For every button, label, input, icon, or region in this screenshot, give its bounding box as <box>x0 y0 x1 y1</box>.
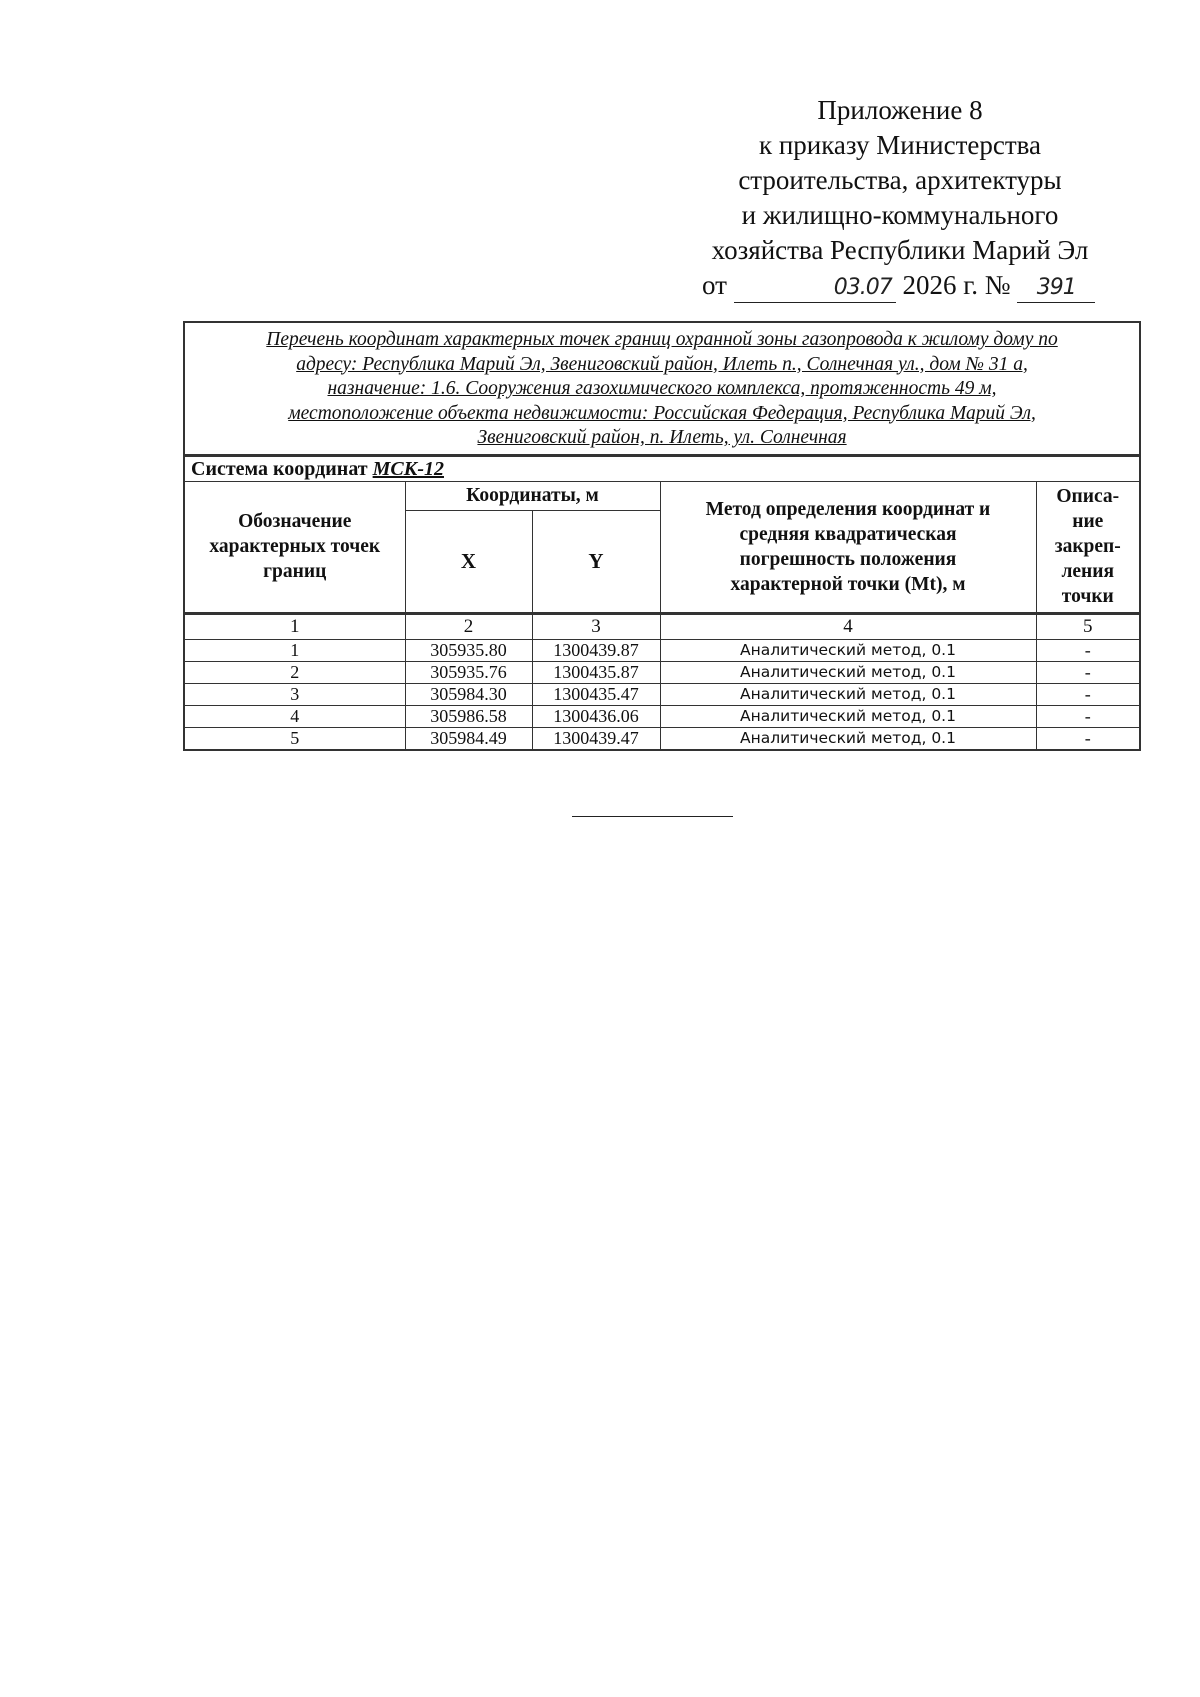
appendix-line: и жилищно-коммунального <box>741 200 1059 230</box>
appendix-header <box>690 93 1110 303</box>
coordinate-system-row <box>184 455 1140 481</box>
cell-point: 2 <box>184 661 405 683</box>
header-text: характерных точек <box>209 536 381 557</box>
order-date-handwritten: 03.07 <box>734 274 896 303</box>
header-text: точки <box>1061 586 1114 607</box>
cell-point: 5 <box>184 727 405 750</box>
caption-line: Перечень координат характерных точек границ охранной зоны газопровода к жилому дому по <box>266 329 1058 350</box>
coordinate-system <box>184 455 1140 481</box>
order-year-text: 2026 г. № <box>902 270 1011 300</box>
caption-line: местоположение объекта недвижимости: Российская Федерация, Республика Марий Эл, <box>288 402 1036 424</box>
column-number: 1 <box>184 613 405 639</box>
cell-method: Аналитический метод, 0.1 <box>660 727 1036 750</box>
cell-method: Аналитический метод, 0.1 <box>660 705 1036 727</box>
header-method <box>660 481 1036 613</box>
column-number: 2 <box>405 613 532 639</box>
header-point-description <box>1036 481 1140 613</box>
header-text: средняя квадратическая <box>739 523 957 545</box>
cell-point: 4 <box>184 705 405 727</box>
cell-description: - <box>1036 705 1140 727</box>
header-text: ние <box>1072 511 1104 532</box>
column-number-row <box>184 613 1140 639</box>
caption-line: адресу: Республика Марий Эл, Звениговский район, Илеть п., Солнечная ул., дом № 31 а, <box>296 353 1028 375</box>
caption-line: Звениговский район, п. Илеть, ул. Солнечная <box>477 427 847 448</box>
table-caption-row <box>184 322 1140 455</box>
header-coordinates: Координаты, м <box>405 481 660 510</box>
cell-y: 1300439.87 <box>532 639 660 661</box>
table-row <box>184 661 1140 683</box>
cell-y: 1300439.47 <box>532 727 660 750</box>
order-date-line <box>690 268 1110 303</box>
cell-x: 305984.30 <box>405 683 532 705</box>
cell-point: 1 <box>184 639 405 661</box>
header-text: погрешность положения <box>739 548 957 570</box>
header-text: Описа- <box>1056 486 1120 507</box>
header-text: ления <box>1061 561 1115 582</box>
cell-description: - <box>1036 639 1140 661</box>
header-text: Метод определения координат и <box>705 498 991 520</box>
cell-method: Аналитический метод, 0.1 <box>660 683 1036 705</box>
header-y: Y <box>532 510 660 613</box>
header-text: характерной точки (Mt), м <box>730 573 966 595</box>
coordinate-system-value: МСК-12 <box>372 457 444 480</box>
cell-description: - <box>1036 683 1140 705</box>
appendix-line: к приказу Министерства <box>758 130 1042 160</box>
cell-x: 305935.80 <box>405 639 532 661</box>
caption-line: назначение: 1.6. Сооружения газохимического комплекса, протяженность 49 м, <box>327 378 997 399</box>
end-divider <box>572 816 733 817</box>
from-label: от <box>702 270 727 300</box>
table-row <box>184 705 1140 727</box>
cell-description: - <box>1036 661 1140 683</box>
cell-x: 305984.49 <box>405 727 532 750</box>
table-row <box>184 727 1140 750</box>
column-number: 3 <box>532 613 660 639</box>
header-text: границ <box>263 561 327 582</box>
coordinate-system-label: Система координат <box>191 457 368 480</box>
header-text: Обозначение <box>238 511 352 532</box>
cell-y: 1300435.47 <box>532 683 660 705</box>
appendix-line: Приложение 8 <box>817 95 983 125</box>
cell-y: 1300436.06 <box>532 705 660 727</box>
cell-y: 1300435.87 <box>532 661 660 683</box>
table-row <box>184 639 1140 661</box>
cell-description: - <box>1036 727 1140 750</box>
header-text: закреп- <box>1054 536 1121 557</box>
order-number-handwritten: 391 <box>1017 274 1095 303</box>
cell-x: 305986.58 <box>405 705 532 727</box>
table-caption <box>184 322 1140 455</box>
header-x: X <box>405 510 532 613</box>
table-row <box>184 683 1140 705</box>
cell-point: 3 <box>184 683 405 705</box>
column-number: 4 <box>660 613 1036 639</box>
appendix-line: строительства, архитектуры <box>738 165 1062 195</box>
cell-method: Аналитический метод, 0.1 <box>660 661 1036 683</box>
appendix-line: хозяйства Республики Марий Эл <box>711 235 1089 265</box>
cell-x: 305935.76 <box>405 661 532 683</box>
column-number: 5 <box>1036 613 1140 639</box>
cell-method: Аналитический метод, 0.1 <box>660 639 1036 661</box>
coordinates-table <box>183 321 1141 751</box>
header-row-1 <box>184 481 1140 510</box>
header-point-designation <box>184 481 405 613</box>
